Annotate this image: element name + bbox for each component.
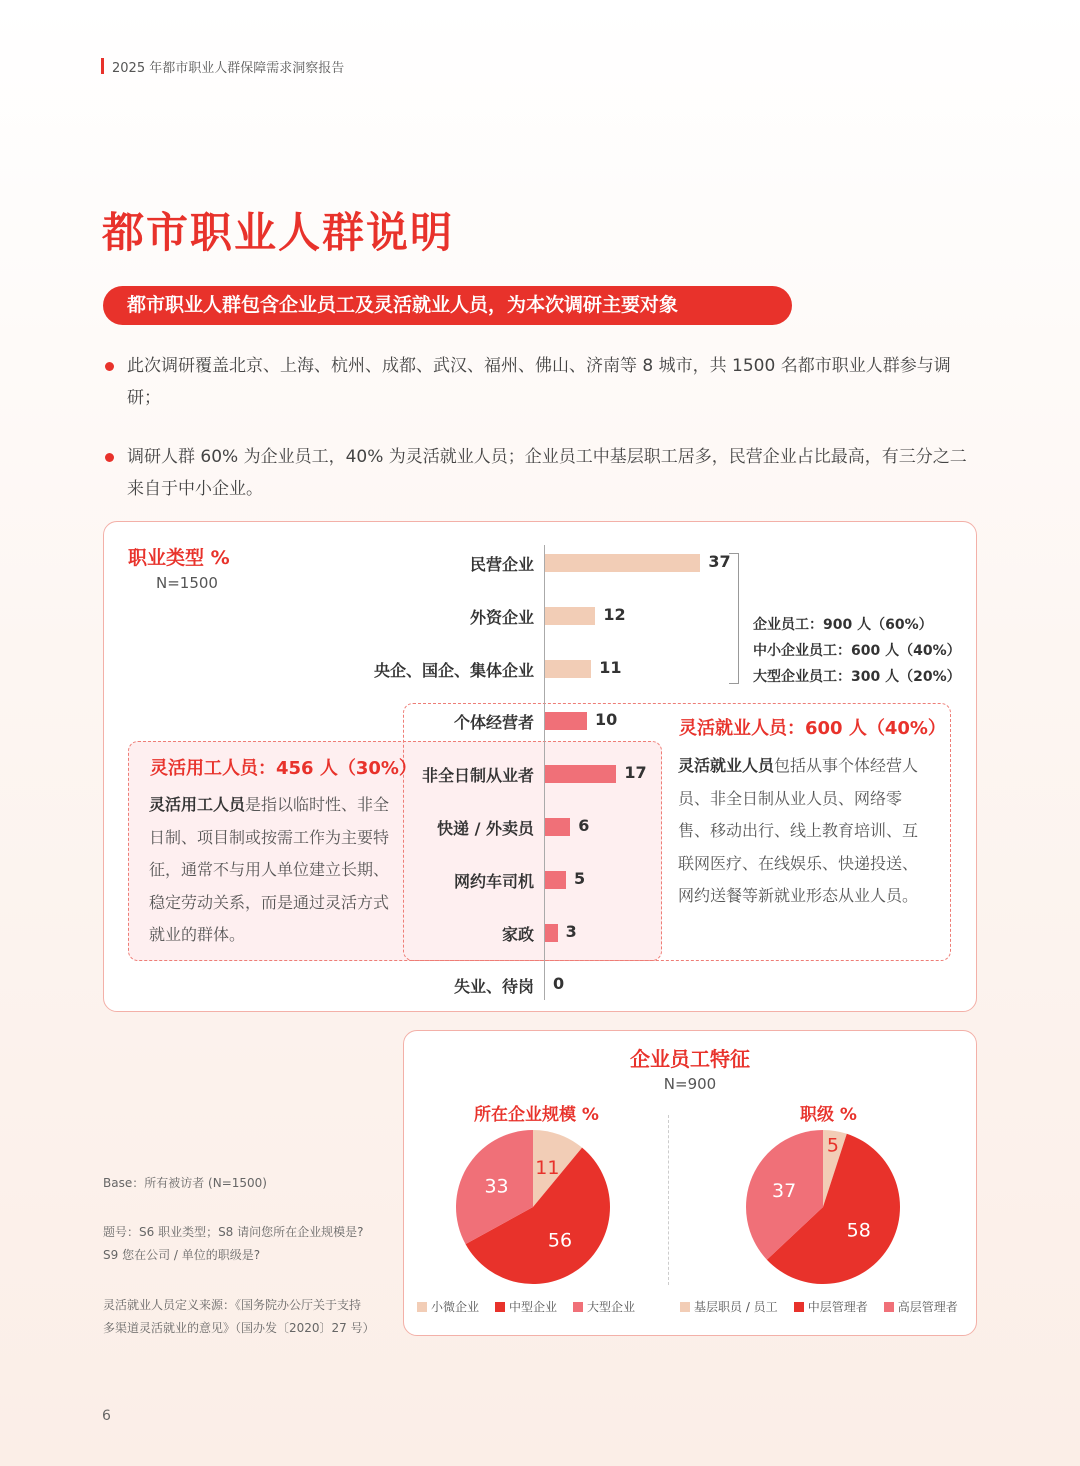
legend-swatch	[417, 1302, 427, 1312]
gig-worker-description: 灵活用工人员是指以临时性、非全日制、项目制或按需工作为主要特征，通常不与用人单位建立长期、稳定劳动关系，而是通过灵活方式就业的群体。	[149, 795, 390, 944]
bar-value-label: 3	[565, 921, 577, 941]
bullet-text: 调研人群 60% 为企业员工，40% 为灵活就业人员；企业员工中基层职工居多，民营企业占比最高，有三分之二来自于中小企业。	[127, 447, 967, 499]
bar-value-label: 5	[574, 868, 586, 888]
question-note-line: S9 您在公司 / 单位的职级是?	[103, 1248, 261, 1262]
bar-value-label: 0	[553, 974, 565, 994]
legend-label: 小微企业	[431, 1300, 480, 1314]
bar-value-label: 37	[708, 552, 731, 571]
bar-label: 民营企业	[469, 555, 534, 574]
company-size-legend	[417, 1298, 651, 1315]
pie-slice-label: 56	[547, 1229, 573, 1252]
legend-swatch	[794, 1302, 804, 1312]
pie-slice-label: 11	[535, 1157, 560, 1180]
legend-label: 中型企业	[509, 1300, 558, 1314]
flexible-employment-description: 灵活就业人员包括从事个体经营人员、非全日制从业人员、网络零售、移动出行、线上教育培训、互联网医疗、在线娱乐、快递投送、网约送餐等新就业形态从业人员。	[678, 756, 919, 905]
legend-swatch	[573, 1302, 583, 1312]
legend-item	[573, 1300, 635, 1314]
question-note-line: 题号：S6 职业类型；S8 请问您所在企业规模是?	[103, 1225, 364, 1239]
pie-slice-label: 33	[484, 1175, 509, 1198]
pie-slice-label: 37	[772, 1180, 797, 1203]
bar-value-label: 10	[595, 710, 618, 730]
job-level-legend	[680, 1298, 974, 1315]
source-note-line: 灵活就业人员定义来源：《国务院办公厅关于支持	[103, 1298, 362, 1312]
bar-value-label: 17	[624, 763, 647, 783]
legend-label: 高层管理者	[897, 1300, 958, 1314]
occupation-sample-size: N=1500	[156, 574, 218, 592]
source-note	[103, 1294, 375, 1340]
legend-item	[794, 1300, 868, 1314]
bar-label: 网约车司机	[453, 871, 534, 891]
legend-label: 大型企业	[587, 1300, 636, 1314]
bar-label: 失业、待岗	[453, 977, 534, 997]
enterprise-summary-line: 中小企业员工：600 人（40%）	[753, 643, 961, 659]
bar-value-label: 11	[599, 657, 622, 677]
enterprise-summary-line: 大型企业员工：300 人（20%）	[753, 669, 961, 685]
legend-item	[884, 1300, 958, 1314]
employee-card-title: 企业员工特征	[630, 1047, 750, 1071]
bar-label: 快递 / 外卖员	[437, 819, 534, 838]
bullet-text: 此次调研覆盖北京、上海、杭州、成都、武汉、福州、佛山、济南等 8 城市，共 1500 名都市职业人群参与调研；	[127, 356, 951, 408]
pie-slice-label: 58	[846, 1219, 871, 1242]
base-note: Base：所有被访者 (N=1500)	[103, 1176, 267, 1190]
company-size-pie-title: 所在企业规模 %	[474, 1105, 599, 1125]
flexible-employment-title: 灵活就业人员：600 人（40%）	[679, 718, 946, 739]
bar-label: 央企、国企、集体企业	[373, 660, 534, 680]
job-level-pie-title: 职级 %	[800, 1105, 857, 1125]
legend-item	[495, 1300, 557, 1314]
bar-value-label: 12	[603, 604, 626, 624]
legend-item	[680, 1300, 778, 1314]
bar-value-label: 6	[578, 816, 590, 835]
page-title: 都市职业人群说明	[102, 208, 455, 257]
source-note-line: 多渠道灵活就业的意见》（国办发〔2020〕27 号）	[103, 1321, 375, 1335]
bar-label: 非全日制从业者	[421, 766, 534, 786]
page-number: 6	[102, 1408, 111, 1424]
legend-label: 基层职员 / 员工	[694, 1300, 778, 1314]
legend-swatch	[884, 1302, 894, 1312]
pie-slice-label: 5	[826, 1134, 839, 1157]
gig-worker-title: 灵活用工人员：456 人（30%）	[150, 758, 417, 779]
legend-swatch	[680, 1302, 690, 1312]
report-header: 2025 年都市职业人群保障需求洞察报告	[112, 61, 345, 76]
bar-label: 家政	[501, 924, 534, 944]
legend-label: 中层管理者	[807, 1300, 868, 1314]
legend-swatch	[495, 1302, 505, 1312]
bar-label: 个体经营者	[453, 713, 534, 733]
occupation-chart-title: 职业类型 %	[128, 547, 230, 569]
employee-sample-size: N=900	[663, 1075, 717, 1093]
bar-label: 外资企业	[469, 607, 534, 627]
legend-item	[417, 1300, 479, 1314]
summary-banner: 都市职业人群包含企业员工及灵活就业人员，为本次调研主要对象	[103, 286, 792, 325]
question-note	[103, 1221, 364, 1267]
enterprise-summary-line: 企业员工：900 人（60%）	[753, 617, 933, 633]
